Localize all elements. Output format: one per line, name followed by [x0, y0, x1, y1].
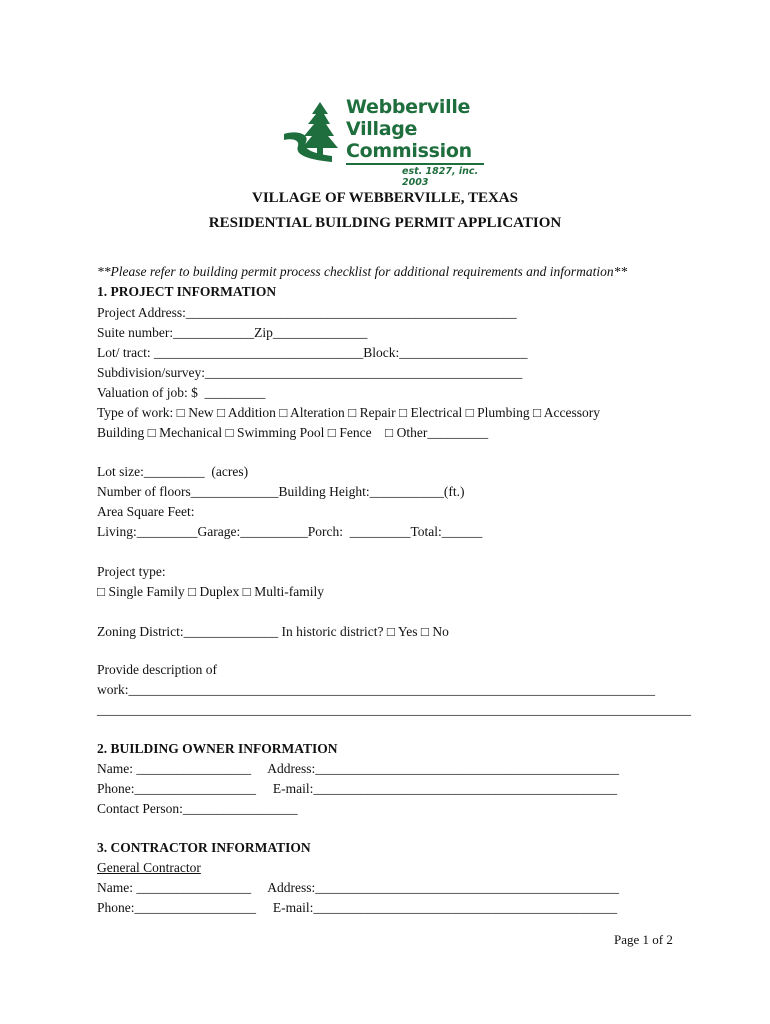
- section-2-heading: 2. BUILDING OWNER INFORMATION: [97, 741, 338, 756]
- zoning-historic-field[interactable]: Zoning District:______________ In historic district? □ Yes □ No: [97, 624, 449, 639]
- tree-river-icon: [282, 100, 348, 164]
- logo-line-3: Commission: [346, 140, 472, 162]
- page-number: Page 1 of 2: [614, 932, 673, 947]
- project-type-label: Project type:: [97, 564, 166, 579]
- document-title-2: RESIDENTIAL BUILDING PERMIT APPLICATION: [208, 215, 562, 231]
- project-type-options[interactable]: □ Single Family □ Duplex □ Multi-family: [97, 584, 324, 599]
- contractor-name-address-field[interactable]: Name: _________________ Address:_____________________________________________: [97, 880, 619, 895]
- logo-est-text: est. 1827, inc. 2003: [402, 166, 479, 188]
- type-of-work-options[interactable]: Type of work: □ New □ Addition □ Alteration □ Repair □ Electrical □ Plumbing □ Accessory: [97, 405, 601, 420]
- type-of-work-options-cont[interactable]: Building □ Mechanical □ Swimming Pool □ Fence □ Other_________: [97, 425, 489, 440]
- logo-line-2: Village: [346, 118, 418, 140]
- owner-contact-person-field[interactable]: Contact Person:_________________: [97, 801, 298, 816]
- logo-underline: [346, 163, 484, 165]
- subdivision-field[interactable]: Subdivision/survey:_______________________________________________: [97, 365, 523, 380]
- contractor-phone-email-field[interactable]: Phone:__________________ E-mail:_____________________________________________: [97, 900, 618, 915]
- section-1-heading: 1. PROJECT INFORMATION: [97, 284, 277, 299]
- general-contractor-label: General Contractor: [97, 860, 201, 875]
- owner-name-address-field[interactable]: Name: _________________ Address:_____________________________________________: [97, 761, 619, 776]
- webberville-logo: [282, 96, 492, 188]
- floors-height-field[interactable]: Number of floors_____________Building Height:___________(ft.): [97, 484, 465, 499]
- area-square-feet-label: Area Square Feet:: [97, 504, 195, 519]
- section-3-heading: 3. CONTRACTOR INFORMATION: [97, 840, 311, 855]
- description-field-line-2[interactable]: ________________________________________________________________________________________: [97, 702, 691, 717]
- logo-line-1: Webberville: [346, 96, 471, 118]
- project-address-field[interactable]: Project Address:_________________________________________________: [97, 305, 517, 320]
- checklist-note: **Please refer to building permit process checklist for additional requirements and information**: [97, 264, 628, 279]
- description-label: Provide description of: [97, 662, 217, 677]
- owner-phone-email-field[interactable]: Phone:__________________ E-mail:_____________________________________________: [97, 781, 618, 796]
- document-title-1: VILLAGE OF WEBBERVILLE, TEXAS: [252, 190, 518, 206]
- lot-size-field[interactable]: Lot size:_________ (acres): [97, 464, 249, 479]
- valuation-field[interactable]: Valuation of job: $ _________: [97, 385, 266, 400]
- logo-wordmark: [346, 96, 484, 165]
- lot-block-field[interactable]: Lot/ tract: _______________________________Block:___________________: [97, 345, 528, 360]
- area-fields[interactable]: Living:_________Garage:__________Porch: _________Total:______: [97, 524, 483, 539]
- description-field-line-1[interactable]: work:______________________________________________________________________________: [97, 682, 655, 697]
- suite-zip-field[interactable]: Suite number:____________Zip______________: [97, 325, 368, 340]
